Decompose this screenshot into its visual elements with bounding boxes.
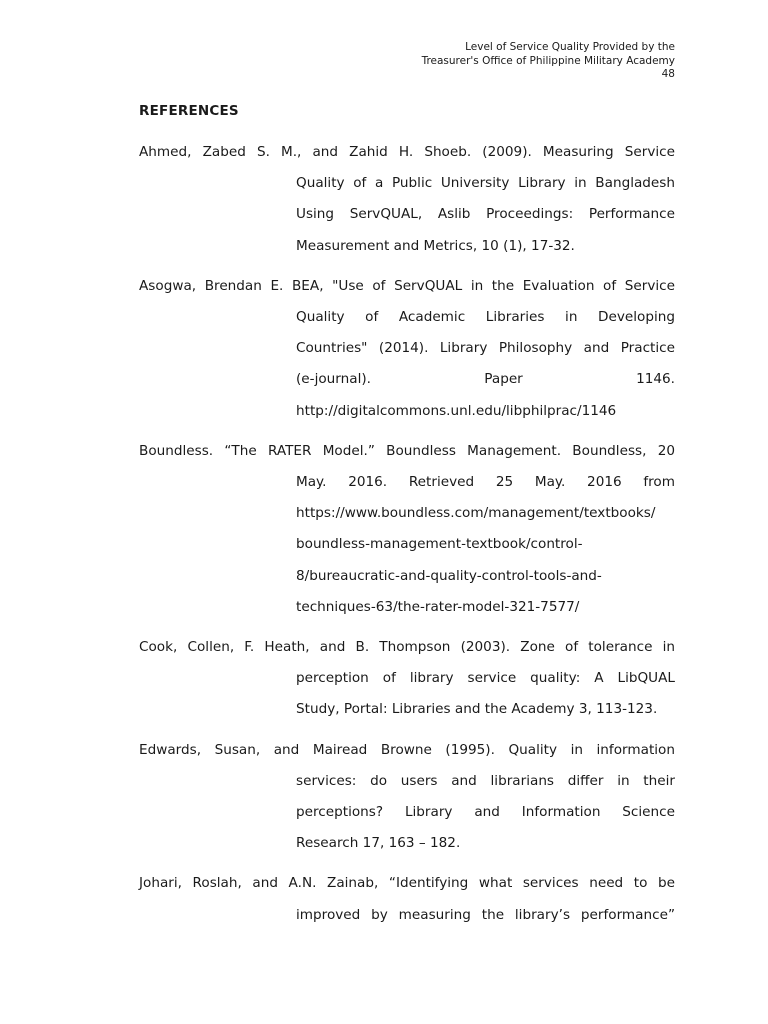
reference-line: Quality of Academic Libraries in Developing [296, 309, 675, 326]
reference-url: http://digitalcommons.unl.edu/libphilprac/1146 [296, 402, 617, 419]
reference-line: Countries" (2014). Library Philosophy and Practice [296, 340, 675, 357]
reference-line: (e-journal). Paper 1146. [296, 371, 675, 388]
running-head-title-line-1: Level of Service Quality Provided by the [465, 41, 675, 53]
reference-line: Using ServQUAL, Aslib Proceedings: Performance [296, 206, 675, 223]
reference-line: services: do users and librarians differ in their [296, 772, 675, 789]
reference-entry [139, 271, 675, 427]
reference-url: techniques-63/the-rater-model-321-7577/ [296, 598, 580, 615]
reference-line: Research 17, 163 – 182. [296, 835, 461, 852]
reference-url: https://www.boundless.com/management/textbooks/ [296, 505, 656, 522]
reference-line: improved by measuring the library’s performance” [296, 906, 675, 923]
reference-url: 8/bureaucratic-and-quality-control-tools-and- [296, 567, 602, 584]
reference-line: Ahmed, Zabed S. M., and Zahid H. Shoeb. (2009). Measuring Service [139, 144, 675, 160]
running-head-title-line-2: Treasurer's Office of Philippine Military Academy [421, 54, 675, 67]
reference-line: Boundless. “The RATER Model.” Boundless Management. Boundless, 20 [139, 442, 675, 459]
reference-entry [139, 868, 675, 930]
reference-line: Asogwa, Brendan E. BEA, "Use of ServQUAL in the Evaluation of Service [139, 277, 675, 294]
reference-line: Measurement and Metrics, 10 (1), 17-32. [296, 237, 575, 254]
reference-line: Johari, Roslah, and A.N. Zainab, “Identifying what services need to be [139, 875, 675, 892]
reference-line: Edwards, Susan, and Mairead Browne (1995). Quality in information [139, 741, 675, 758]
reference-line: May. 2016. Retrieved 25 May. 2016 from [296, 474, 675, 491]
reference-entry [139, 137, 675, 262]
reference-line: Cook, Collen, F. Heath, and B. Thompson (2003). Zone of tolerance in [139, 639, 675, 656]
page-number: 48 [661, 68, 675, 80]
reference-line: perceptions? Library and Information Science [296, 804, 675, 821]
reference-entry [139, 735, 675, 860]
references-heading: REFERENCES [139, 103, 239, 119]
reference-entry [139, 436, 675, 623]
references-list [139, 137, 675, 940]
reference-url: boundless-management-textbook/control- [296, 536, 583, 553]
running-head [422, 41, 675, 82]
reference-line: Study, Portal: Libraries and the Academy 3, 113-123. [296, 701, 658, 718]
reference-entry [139, 632, 675, 726]
reference-line: perception of library service quality: A LibQUAL [296, 670, 675, 687]
reference-line: Quality of a Public University Library in Bangladesh [296, 175, 675, 192]
